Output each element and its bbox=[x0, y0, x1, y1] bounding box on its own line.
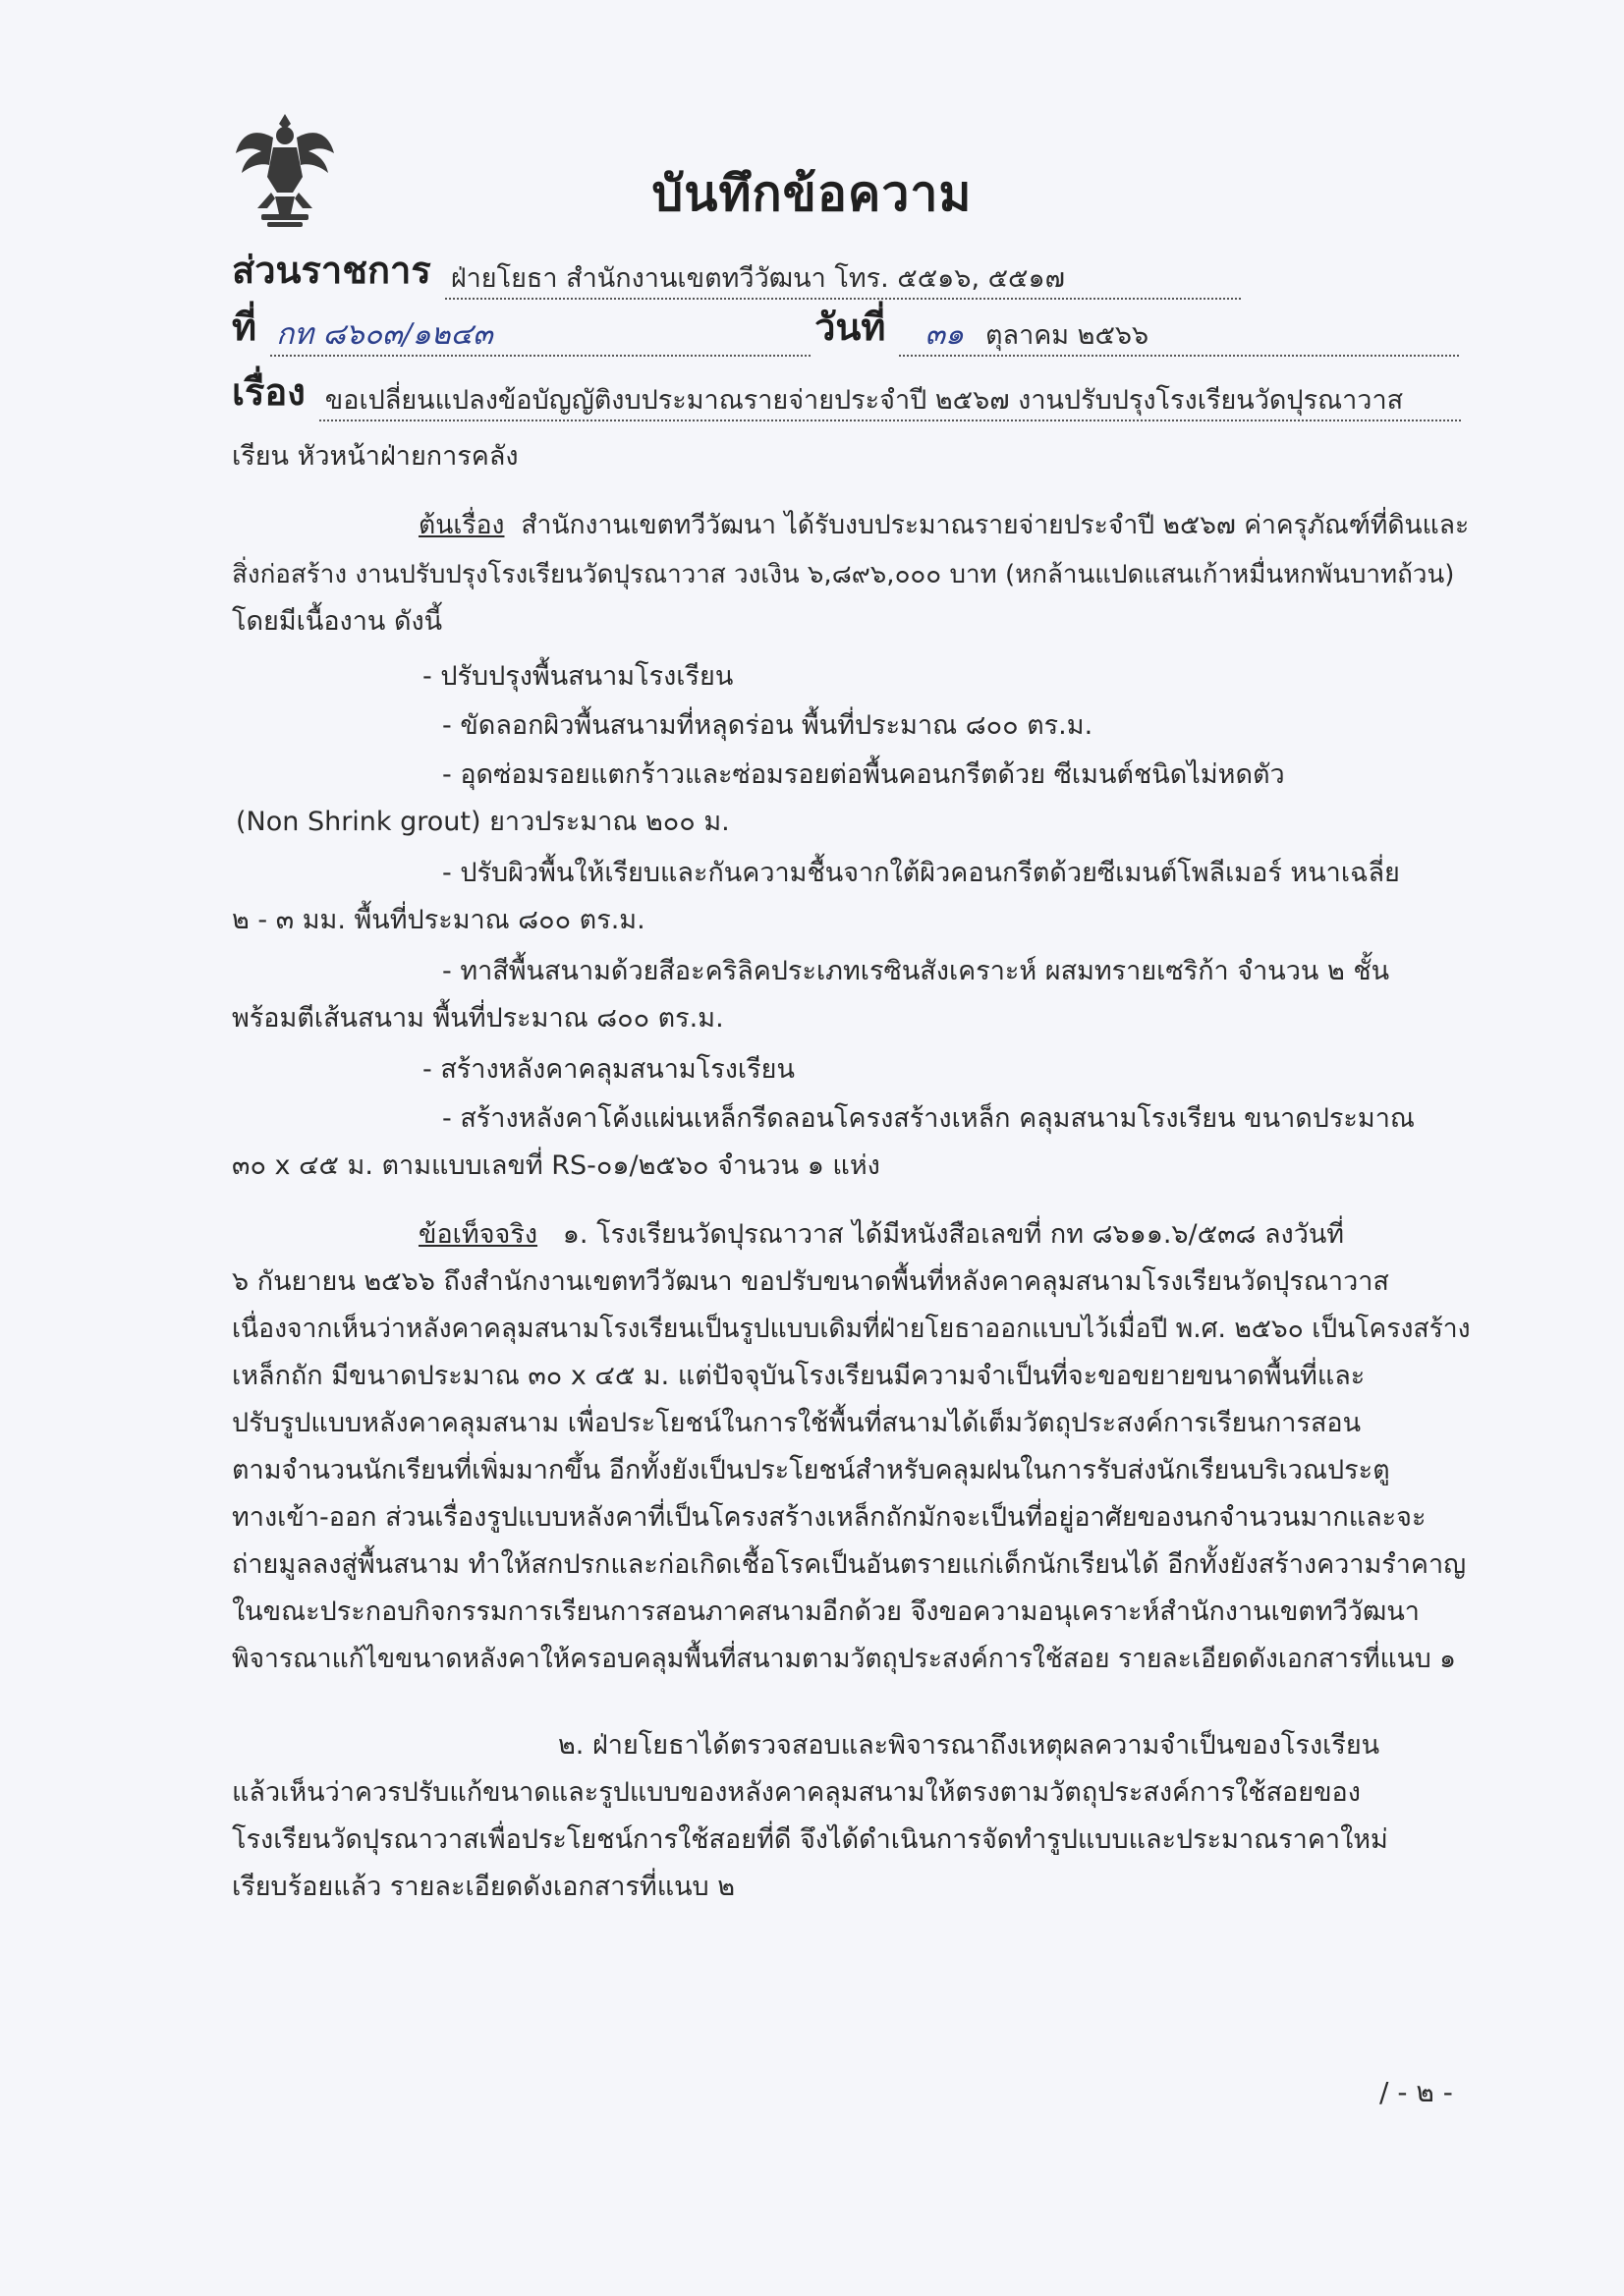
work-item-1d-line-1: - ทาสีพื้นสนามด้วยสีอะคริลิคประเภทเรซินสังเคราะห์ ผสมทรายเซริก้า จำนวน ๒ ชั้น bbox=[442, 956, 1390, 986]
background-line-3: โดยมีเนื้องาน ดังนี้ bbox=[232, 606, 443, 637]
reference-label: ที่ bbox=[232, 306, 257, 349]
work-item-1a: - ขัดลอกผิวพื้นสนามที่หลุดร่อน พื้นที่ประมาณ ๘๐๐ ตร.ม. bbox=[442, 710, 1093, 741]
facts-p1-line-5: ปรับรูปแบบหลังคาคลุมสนาม เพื่อประโยชน์ในการใช้พื้นที่สนามได้เต็มวัตถุประสงค์การเรียนการสอน bbox=[232, 1408, 1362, 1438]
facts-p2-line-3: โรงเรียนวัดปุรณาวาสเพื่อประโยชน์การใช้สอยที่ดี จึงได้ดำเนินการจัดทำรูปแบบและประมาณราคาใหม่ bbox=[232, 1824, 1388, 1855]
facts-p2-line-4: เรียบร้อยแล้ว รายละเอียดดังเอกสารที่แนบ ๒ bbox=[232, 1872, 736, 1902]
reference-number: กท ๘๖๐๓/๑๒๔๓ bbox=[276, 317, 493, 352]
background-heading: ต้นเรื่อง bbox=[419, 510, 505, 540]
reference-date-row bbox=[232, 297, 1459, 357]
facts-p1-line-4: เหล็กถัก มีขนาดประมาณ ๓๐ x ๔๕ ม. แต่ปัจจุบันโรงเรียนมีความจำเป็นที่จะขอขยายขนาดพื้นที่และ bbox=[232, 1361, 1366, 1391]
facts-p2-line-1: ๒. ฝ่ายโยธาได้ตรวจสอบและพิจารณาถึงเหตุผลความจำเป็นของโรงเรียน bbox=[558, 1730, 1380, 1761]
memo-title: บันทึกข้อความ bbox=[651, 165, 973, 222]
page-continuation-marker: / - ๒ - bbox=[1379, 2076, 1453, 2108]
work-item-1b-line-2: (Non Shrink grout) ยาวประมาณ ๒๐๐ ม. bbox=[236, 807, 730, 837]
facts-p1-line-6: ตามจำนวนนักเรียนที่เพิ่มมากขึ้น อีกทั้งยังเป็นประโยชน์สำหรับคลุมฝนในการรับส่งนักเรียนบริเวณประตู bbox=[232, 1455, 1390, 1485]
background-line-2: สิ่งก่อสร้าง งานปรับปรุงโรงเรียนวัดปุรณาวาส วงเงิน ๖,๘๙๖,๐๐๐ บาท (หกล้านแปดแสนเก้าหมื่นหกพันบาทถ้วน) bbox=[232, 560, 1455, 589]
work-item-1b-line-1: - อุดซ่อมรอยแตกร้าวและซ่อมรอยต่อพื้นคอนกรีตด้วย ซีเมนต์ชนิดไม่หดตัว bbox=[442, 759, 1285, 790]
background-line-1 bbox=[419, 509, 1469, 542]
addressee: เรียน หัวหน้าฝ่ายการคลัง bbox=[232, 441, 519, 472]
date-day: ๓๑ bbox=[924, 317, 964, 352]
agency-label: ส่วนราชการ bbox=[232, 249, 431, 292]
work-item-1d-line-2: พร้อมตีเส้นสนาม พื้นที่ประมาณ ๘๐๐ ตร.ม. bbox=[232, 1003, 724, 1034]
facts-p1-line-10: พิจารณาแก้ไขขนาดหลังคาให้ครอบคลุมพื้นที่สนามตามวัตถุประสงค์การใช้สอย รายละเอียดดังเอกสารที่แนบ ๑ bbox=[232, 1644, 1456, 1674]
facts-heading: ข้อเท็จจริง bbox=[419, 1219, 538, 1250]
work-item-2a-line-1: - สร้างหลังคาโค้งแผ่นเหล็กรีดลอนโครงสร้างเหล็ก คลุมสนามโรงเรียน ขนาดประมาณ bbox=[442, 1103, 1415, 1134]
date-label: วันที่ bbox=[814, 306, 886, 349]
date-value bbox=[899, 318, 1459, 357]
work-item-1: - ปรับปรุงพื้นสนามโรงเรียน bbox=[422, 661, 734, 692]
agency-value: ฝ่ายโยธา สำนักงานเขตทวีวัฒนา โทร. ๕๕๑๖, ๕๕๑๗ bbox=[445, 262, 1241, 300]
work-item-2: - สร้างหลังคาคลุมสนามโรงเรียน bbox=[422, 1054, 795, 1085]
subject-value: ขอเปลี่ยนแปลงข้อบัญญัติงบประมาณรายจ่ายประจำปี ๒๕๖๗ งานปรับปรุงโรงเรียนวัดปุรณาวาส bbox=[319, 384, 1461, 421]
work-item-1c-line-2: ๒ - ๓ มม. พื้นที่ประมาณ ๘๐๐ ตร.ม. bbox=[232, 905, 645, 935]
subject-label: เรื่อง bbox=[232, 370, 306, 414]
facts-p1-text-1: ๑. โรงเรียนวัดปุรณาวาส ได้มีหนังสือเลขที่ กท ๘๖๑๑.๖/๕๓๘ ลงวันที่ bbox=[562, 1219, 1345, 1250]
facts-p1-line-3: เนื่องจากเห็นว่าหลังคาคลุมสนามโรงเรียนเป็นรูปแบบเดิมที่ฝ่ายโยธาออกแบบไว้เมื่อปี พ.ศ. ๒๕๖๐ เป็นโครงสร้าง bbox=[232, 1314, 1471, 1344]
facts-p2-line-2: แล้วเห็นว่าควรปรับแก้ขนาดและรูปแบบของหลังคาคลุมสนามให้ตรงตามวัตถุประสงค์การใช้สอยของ bbox=[232, 1777, 1361, 1808]
agency-row bbox=[232, 240, 1241, 300]
reference-value bbox=[270, 318, 811, 357]
work-item-2a-line-2: ๓๐ x ๔๕ ม. ตามแบบเลขที่ RS-๐๑/๒๕๖๐ จำนวน ๑ แห่ง bbox=[232, 1150, 880, 1181]
facts-line-1 bbox=[419, 1218, 1344, 1252]
date-month-year: ตุลาคม ๒๕๖๖ bbox=[985, 320, 1149, 351]
subject-row bbox=[232, 362, 1461, 421]
facts-p1-line-7: ทางเข้า-ออก ส่วนเรื่องรูปแบบหลังคาที่เป็นโครงสร้างเหล็กถักมักจะเป็นที่อยู่อาศัยของนกจำนวนมากและจะ bbox=[232, 1502, 1427, 1533]
work-item-1c-line-1: - ปรับผิวพื้นให้เรียบและกันความชื้นจากใต้ผิวคอนกรีตด้วยซีเมนต์โพลีเมอร์ หนาเฉลี่ย bbox=[442, 858, 1400, 888]
facts-p1-line-9: ในขณะประกอบกิจกรรมการเรียนการสอนภาคสนามอีกด้วย จึงขอความอนุเคราะห์สำนักงานเขตทวีวัฒนา bbox=[232, 1596, 1420, 1627]
facts-p1-line-8: ถ่ายมูลลงสู่พื้นสนาม ทำให้สกปรกและก่อเกิดเชื้อโรคเป็นอันตรายแก่เด็กนักเรียนได้ อีกทั้งยังสร้างความรำคาญ bbox=[232, 1549, 1467, 1580]
facts-p1-line-2: ๖ กันยายน ๒๕๖๖ ถึงสำนักงานเขตทวีวัฒนา ขอปรับขนาดพื้นที่หลังคาคลุมสนามโรงเรียนวัดปุรณาวาส bbox=[232, 1266, 1389, 1297]
background-text-1: สำนักงานเขตทวีวัฒนา ได้รับงบประมาณรายจ่ายประจำปี ๒๕๖๗ ค่าครุภัณฑ์ที่ดินและ bbox=[521, 510, 1470, 540]
